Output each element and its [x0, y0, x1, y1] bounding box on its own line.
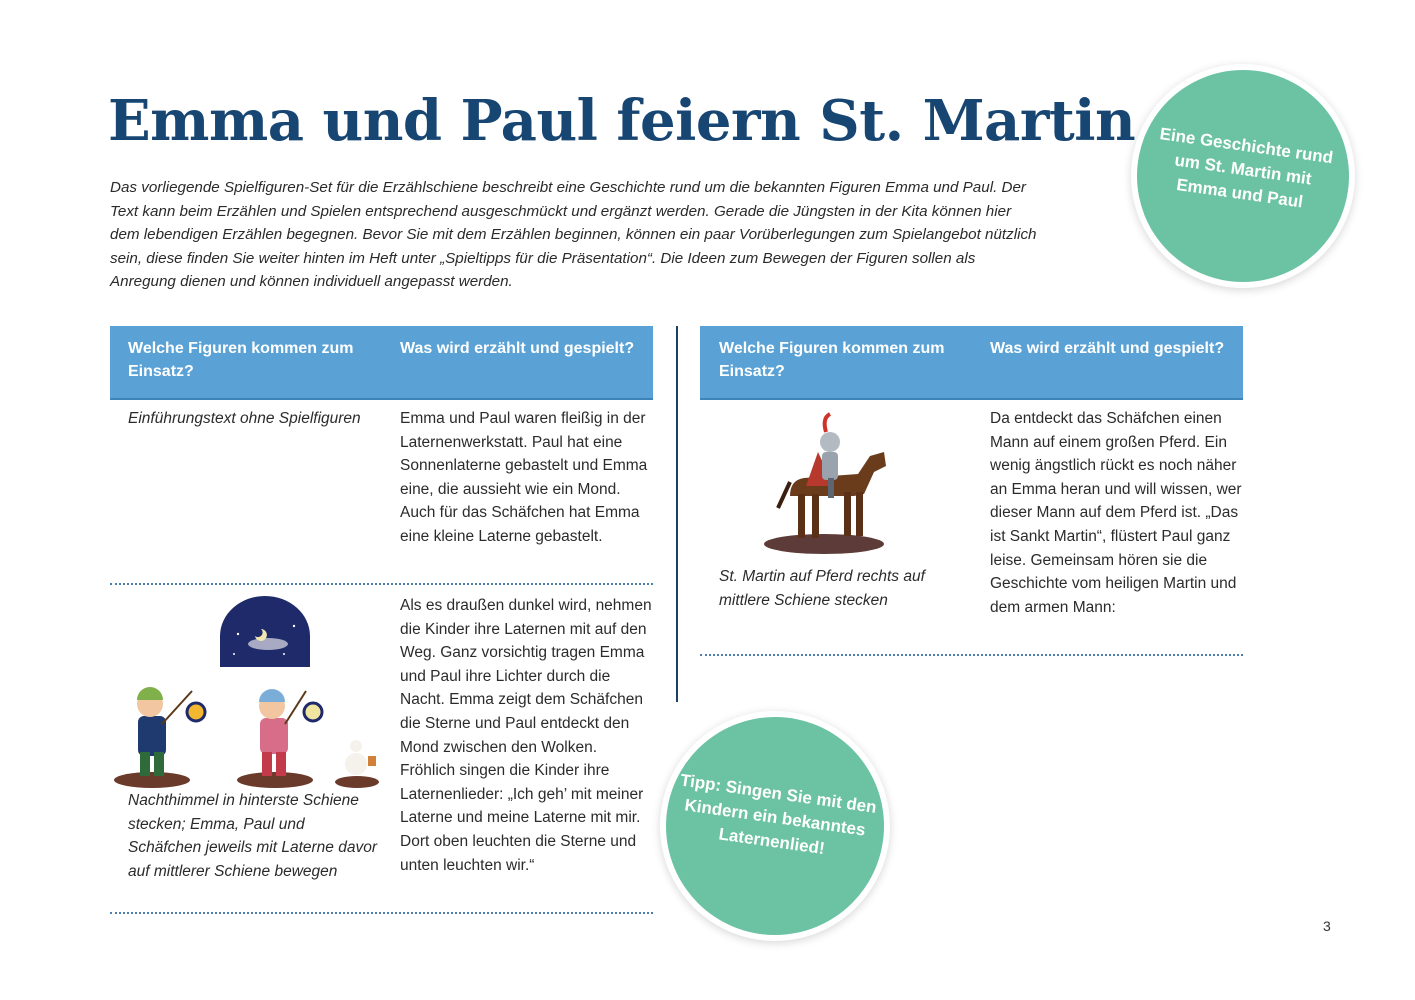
intro-paragraph: Das vorliegende Spielfiguren-Set für die Erzählschiene beschreibt eine Geschichte rund um die bekannten Figuren Emma und Paul. Der Text kann beim Erzählen und Spielen entsprechend ausgeschmückt und ergänzt werden. Gerade die Jüngsten in der Kita können hier dem lebendigen Erzählen begegnen. Bevor Sie mit dem Erzählen beginnen, können ein paar Vorüberlegungen zum Spielangebot nützlich sein, diese finden Sie weiter hinten im Heft unter „Spieltipps für die Präsentation“. Die Ideen zum Bewegen der Figuren sollen als Anregung dienen und können individuell angepasst werden. [110, 179, 1037, 291]
header-figures: Welche Figuren kommen zum Einsatz? [719, 340, 945, 380]
row1-story: Emma und Paul waren fleißig in der Laternenwerkstatt. Paul hat eine Sonnenlaterne gebastelt und Emma eine, die aussieht wie ein Mond. Auch für das Schäfchen hat Emma eine kleine Laterne gebastelt. [400, 410, 648, 545]
row2-story: Als es draußen dunkel wird, nehmen die Kinder ihre Laternen mit auf den Weg. Ganz vorsichtig tragen Emma und Paul ihre Lichter durch die Nacht. Emma zeigt dem Schäfchen die Sterne und Paul entdeckt den Mond zwischen den Wolken. Fröhlich singen die Kinder ihre Laternenlieder: „Ich geh’ mit meiner Laterne und meine Laterne mit mir. Dort oben leuchten die Sterne und unten leuchten wir.“ [400, 597, 652, 874]
row1-figures: St. Martin auf Pferd rechts auf mittlere Schiene stecken [719, 568, 925, 609]
row-divider [110, 912, 653, 914]
left-table-header [110, 326, 653, 400]
row-divider [110, 583, 653, 585]
column-divider [676, 326, 678, 702]
tip-badge [666, 717, 884, 935]
story-badge [1137, 70, 1349, 282]
row1-story: Da entdeckt das Schäfchen einen Mann auf einem großen Pferd. Ein wenig ängstlich rückt es noch näher an Emma heran und will wissen, wer dieser Mann auf dem Pferd ist. „Das ist Sankt Martin“, flüstert Paul ganz leise. Gemeinsam hören sie die Geschichte vom heiligen Martin und dem armen Mann: [990, 410, 1242, 616]
page-number: 3 [1323, 918, 1331, 934]
header-story: Was wird erzählt und gespielt? [400, 340, 635, 357]
right-table-header [700, 326, 1243, 400]
header-story: Was wird erzählt und gespielt? [990, 340, 1225, 357]
page-title: Emma und Paul feiern St. Martin [108, 88, 1136, 154]
row2-figures: Nachthimmel in hinterste Schiene stecken; Emma, Paul und Schäfchen jeweils mit Laterne davor auf mittlerer Schiene bewegen [128, 792, 377, 880]
row-divider [700, 654, 1243, 656]
story-badge-text: Eine Geschichte rund um St. Martin mit Emma und Paul [1158, 124, 1335, 212]
st-martin-illustration [764, 412, 894, 554]
night-scene-illustration [110, 596, 380, 786]
row1-figures: Einführungstext ohne Spielfiguren [128, 410, 361, 427]
header-figures: Welche Figuren kommen zum Einsatz? [128, 340, 354, 380]
tip-badge-text: Tipp: Singen Sie mit den Kindern ein bekanntes Laternenlied! [679, 770, 878, 859]
left-table [110, 326, 653, 916]
right-table [700, 326, 1243, 666]
